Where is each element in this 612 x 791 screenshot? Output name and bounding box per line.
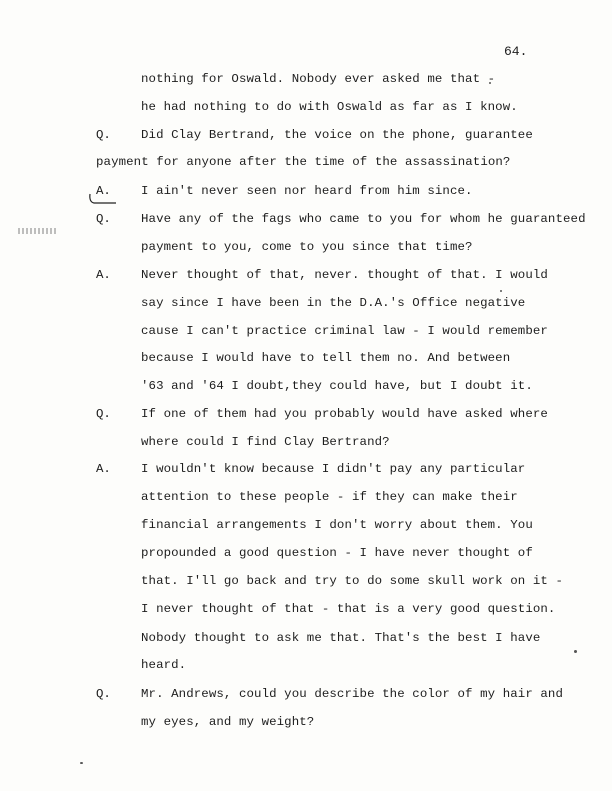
transcript-line: nothing for Oswald. Nobody ever asked me that - bbox=[141, 72, 496, 86]
transcript-line: payment to you, come to you since that time? bbox=[141, 240, 473, 254]
speck bbox=[574, 650, 577, 653]
transcript-line: Have any of the fags who came to you for whom he guaranteed bbox=[141, 212, 586, 226]
speck bbox=[500, 290, 502, 292]
transcript-line: cause I can't practice criminal law - I would remember bbox=[141, 324, 548, 338]
speaker-label: Q. bbox=[96, 128, 111, 142]
transcript-line: Mr. Andrews, could you describe the color of my hair and bbox=[141, 687, 563, 701]
transcript-line: that. I'll go back and try to do some skull work on it - bbox=[141, 574, 563, 588]
transcript-line: If one of them had you probably would have asked where bbox=[141, 407, 548, 421]
transcript-line: propounded a good question - I have never thought of bbox=[141, 546, 533, 560]
transcript-line: he had nothing to do with Oswald as far as I know. bbox=[141, 100, 518, 114]
transcript-line: say since I have been in the D.A.'s Office negative bbox=[141, 296, 526, 310]
speaker-label: Q. bbox=[96, 687, 111, 701]
page-number: 64. bbox=[504, 44, 528, 59]
margin-smudge bbox=[18, 228, 58, 234]
speaker-label: A. bbox=[96, 184, 111, 198]
speaker-label: Q. bbox=[96, 407, 111, 421]
transcript-line: I never thought of that - that is a very good question. bbox=[141, 602, 556, 616]
transcript-line: because I would have to tell them no. And between bbox=[141, 351, 511, 365]
speaker-label: A. bbox=[96, 462, 111, 476]
speck bbox=[80, 762, 83, 764]
transcript-line: Never thought of that, never. thought of that. I would bbox=[141, 268, 548, 282]
transcript-line: Nobody thought to ask me that. That's the best I have bbox=[141, 631, 541, 645]
transcript-line: '63 and '64 I doubt,they could have, but I doubt it. bbox=[141, 379, 533, 393]
transcript-line: I wouldn't know because I didn't pay any particular bbox=[141, 462, 526, 476]
transcript-line: Did Clay Bertrand, the voice on the phone, guarantee bbox=[141, 128, 533, 142]
speaker-label: A. bbox=[96, 268, 111, 282]
transcript-line: my eyes, and my weight? bbox=[141, 715, 315, 729]
transcript-line: financial arrangements I don't worry about them. You bbox=[141, 518, 533, 532]
speaker-label: Q. bbox=[96, 212, 111, 226]
transcript-line: payment for anyone after the time of the assassination? bbox=[96, 155, 511, 169]
transcript-line: attention to these people - if they can make their bbox=[141, 490, 518, 504]
transcript-line: heard. bbox=[141, 658, 187, 672]
transcript-line: I ain't never seen nor heard from him since. bbox=[141, 184, 473, 198]
transcript-line: where could I find Clay Bertrand? bbox=[141, 435, 390, 449]
